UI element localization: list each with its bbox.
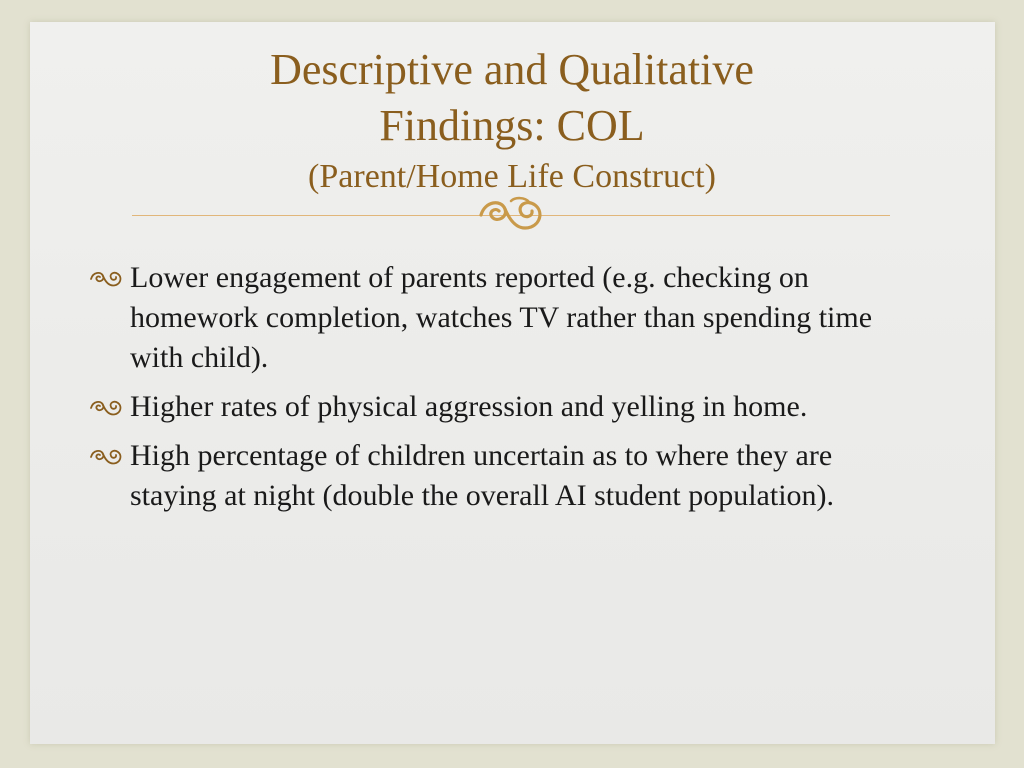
scroll-bullet-icon	[88, 446, 124, 468]
slide-subtitle: (Parent/Home Life Construct)	[308, 158, 716, 195]
scroll-bullet-icon	[88, 268, 124, 290]
title-line-1: Descriptive and Qualitative	[270, 45, 754, 94]
bullet-text: Higher rates of physical aggression and yelling in home.	[130, 390, 808, 423]
bullet-item	[88, 436, 908, 516]
bullet-text: High percentage of children uncertain as to where they are staying at night (double the overall AI student population).	[130, 439, 835, 512]
bullet-item	[88, 387, 908, 427]
title-line-2: Findings: COL	[379, 101, 645, 150]
slide-title	[0, 42, 1024, 198]
bullet-list	[88, 258, 908, 525]
bullet-item	[88, 258, 908, 378]
scroll-bullet-icon	[88, 397, 124, 419]
scroll-ornament-icon	[475, 193, 547, 237]
bullet-text: Lower engagement of parents reported (e.g. checking on homework completion, watches TV rather than spending time with child).	[130, 261, 873, 374]
